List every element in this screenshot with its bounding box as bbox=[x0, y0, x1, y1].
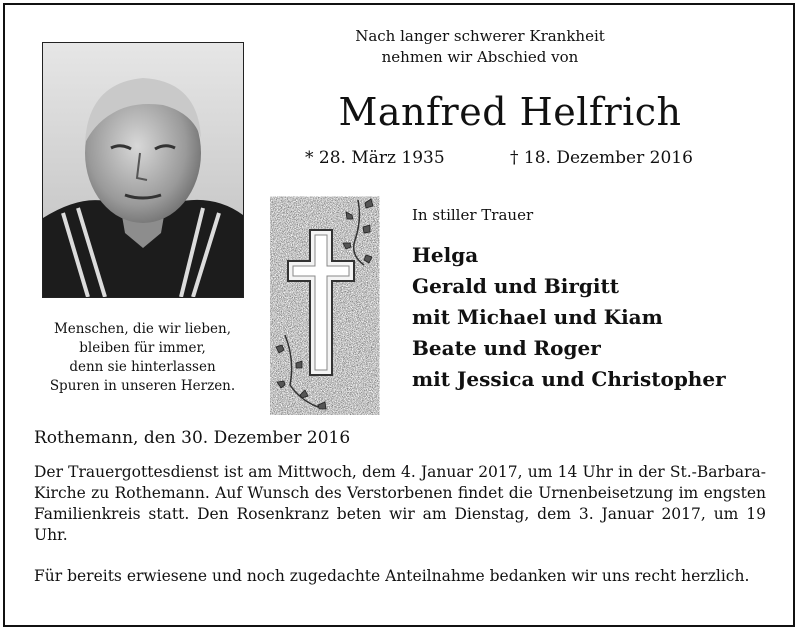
death-date: † 18. Dezember 2016 bbox=[510, 148, 693, 168]
family-list bbox=[412, 240, 726, 395]
verse-line: denn sie hinterlassen bbox=[69, 359, 216, 375]
intro-line: nehmen wir Abschied von bbox=[381, 48, 579, 66]
place-date: Rothemann, den 30. Dezember 2016 bbox=[34, 428, 351, 448]
verse-line: bleiben für immer, bbox=[79, 340, 206, 356]
memorial-verse bbox=[20, 320, 265, 396]
mourning-heading: In stiller Trauer bbox=[412, 206, 534, 224]
service-notice: Der Trauergottesdienst ist am Mittwoch, dem 4. Januar 2017, um 14 Uhr in der St.-Barbara-Kirche zu Rothemann. Auf Wunsch des Verstorbenen findet die Urnenbeisetzung im engsten Familienkreis statt. Den Rosenkranz beten wir am Dienstag, dem 3. Januar 2017, um 19 Uhr. bbox=[34, 463, 766, 544]
family-member: Beate und Roger bbox=[412, 336, 601, 360]
family-member: Gerald und Birgitt bbox=[412, 274, 619, 298]
family-member: mit Michael und Kiam bbox=[412, 305, 663, 329]
family-member: Helga bbox=[412, 243, 479, 267]
family-member: mit Jessica und Christopher bbox=[412, 367, 726, 391]
thanks-text: Für bereits erwiesene und noch zugedachte Anteilnahme bedanken wir uns recht herzlich. bbox=[34, 567, 750, 585]
portrait-photo bbox=[42, 42, 244, 298]
verse-line: Spuren in unseren Herzen. bbox=[49, 378, 236, 394]
deceased-name: Manfred Helfrich bbox=[338, 90, 682, 134]
cross-with-ivy-icon bbox=[270, 195, 390, 415]
intro-line: Nach langer schwerer Krankheit bbox=[355, 27, 605, 45]
intro-text bbox=[330, 26, 630, 68]
verse-line: Menschen, die wir lieben, bbox=[53, 321, 232, 337]
birth-date: * 28. März 1935 bbox=[305, 148, 445, 168]
